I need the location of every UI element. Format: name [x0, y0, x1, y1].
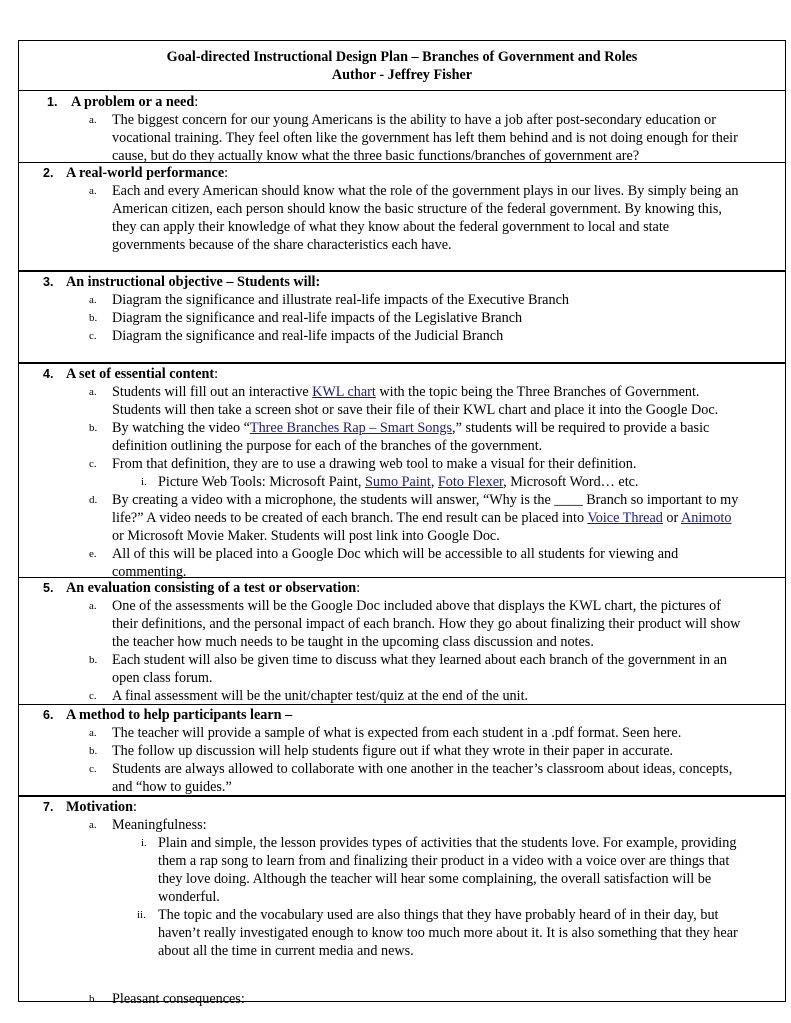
paragraph-line: their definitions, and the personal impact of each branch. How they go about finalizing their product will show: [112, 616, 741, 632]
paragraph-line: The follow up discussion will help students figure out if what they wrote in their paper in accurate.: [112, 743, 674, 759]
paragraph-line: Students will then take a screen shot or save their file of their KWL chart and place it into the Google Doc.: [112, 402, 719, 418]
section-number: 1.: [47, 95, 58, 109]
item-marker: c.: [89, 330, 97, 342]
paragraph-line: they love doing. Although the teacher will hear some complaining, the overall satisfaction will be: [158, 871, 712, 887]
item-marker: a.: [89, 819, 97, 831]
item-marker: c.: [89, 763, 97, 775]
foto-flexer-link[interactable]: Foto Flexer: [437, 474, 504, 490]
sub-item-marker: ii.: [137, 909, 146, 921]
section-performance: [19, 162, 785, 271]
section-motivation: [19, 795, 785, 1007]
paragraph-line: By creating a video with a microphone, the students will answer, “Why is the ____ Branch so important to my: [112, 492, 739, 508]
item-marker: b.: [89, 422, 98, 434]
section-number: 4.: [43, 367, 54, 381]
section-heading: A method to help participants learn –: [66, 707, 293, 723]
list-item: Diagram the significance and real-life impacts of the Judicial Branch: [112, 328, 504, 344]
item-marker: d.: [89, 494, 98, 506]
section-heading: An instructional objective – Students will:: [66, 274, 321, 290]
paragraph-line: The teacher will provide a sample of what is expected from each student in a .pdf format. Seen here.: [112, 725, 682, 741]
section-number: 3.: [43, 275, 54, 289]
three-branches-rap-link[interactable]: Three Branches Rap – Smart Songs: [249, 420, 453, 436]
document-table: [18, 40, 786, 1007]
item-marker: a.: [89, 294, 97, 306]
paragraph-line: definition outlining the purpose for each of the branches of the government.: [112, 438, 543, 454]
section-number: 6.: [43, 708, 54, 722]
paragraph-line: Students will fill out an interactive KWL chart with the topic being the Three Branches of Government.: [112, 384, 700, 400]
paragraph-line: Each and every American should know what the role of the government plays in our lives. By simply being an: [112, 183, 739, 199]
paragraph-line: commenting.: [112, 564, 187, 580]
paragraph-line: All of this will be placed into a Google Doc which will be accessible to all students for viewing and: [112, 546, 679, 562]
section-heading: An evaluation consisting of a test or observation:: [66, 580, 361, 596]
list-item: Diagram the significance and real-life impacts of the Legislative Branch: [112, 310, 523, 326]
paragraph-line: Pleasant consequences:: [112, 991, 245, 1007]
paragraph-line: Students are always allowed to collaborate with one another in the teacher’s classroom about ideas, concepts,: [112, 761, 733, 777]
sub-item-marker: i.: [141, 837, 147, 849]
item-marker: c.: [89, 690, 97, 702]
paragraph-line: and “how to guides.”: [112, 779, 232, 795]
paragraph-line: Each student will also be given time to discuss what they learned about each branch of the government in an: [112, 652, 728, 668]
paragraph-line: governments because of the share characteristics each have.: [112, 237, 452, 253]
section-heading: Motivation:: [66, 799, 137, 815]
paragraph-line: open class forum.: [112, 670, 213, 686]
paragraph-line: Plain and simple, the lesson provides types of activities that the students love. For example, providing: [158, 835, 737, 851]
header-cell: [19, 41, 785, 90]
paragraph-line: A final assessment will be the unit/chapter test/quiz at the end of the unit.: [112, 688, 529, 704]
item-marker: a.: [89, 386, 97, 398]
item-marker: b.: [89, 993, 98, 1005]
section-evaluation: [19, 577, 785, 705]
item-marker: e.: [89, 548, 97, 560]
paragraph-line: life?” A video needs to be created of each branch. The end result can be placed into Voice Thread or Animoto: [112, 510, 732, 526]
section-heading: A real-world performance:: [66, 165, 229, 181]
paragraph-line: By watching the video “Three Branches Rap – Smart Songs,” students will be required to provide a basic: [112, 420, 710, 436]
item-marker: c.: [89, 458, 97, 470]
item-marker: a.: [89, 185, 97, 197]
section-problem: [19, 90, 785, 163]
sub-item-marker: i.: [141, 476, 147, 488]
paragraph-line: or Microsoft Movie Maker. Students will post link into Google Doc.: [112, 528, 500, 544]
list-item: Diagram the significance and illustrate real-life impacts of the Executive Branch: [112, 292, 569, 308]
paragraph-line: vocational training. They feel often like the government has left them behind and is not doing enough for their: [112, 130, 738, 146]
section-number: 2.: [43, 166, 54, 180]
section-heading: A set of essential content:: [66, 366, 219, 382]
paragraph-line: The biggest concern for our young Americans is the ability to have a job after post-secondary education or: [112, 112, 716, 128]
item-marker: a.: [89, 114, 97, 126]
animoto-link[interactable]: Animoto: [681, 510, 732, 526]
paragraph-line: them a rap song to learn from and finalizing their product in a video with a voice over are things that: [158, 853, 730, 869]
section-method: [19, 704, 785, 796]
item-marker: b.: [89, 654, 98, 666]
paragraph-line: the teacher how much needs to be taught in the upcoming class discussion and notes.: [112, 634, 594, 650]
document-title: Goal-directed Instructional Design Plan – Branches of Government and Roles: [166, 49, 638, 65]
paragraph-line: American citizen, each person should know the basic structure of the federal government. By knowing this,: [112, 201, 722, 217]
section-number: 7.: [43, 800, 54, 814]
paragraph-line: The topic and the vocabulary used are also things that they have probably heard of in their day, but: [158, 907, 719, 923]
section-objective: [19, 270, 785, 364]
paragraph-line: Meaningfulness:: [112, 817, 207, 833]
kwl-chart-link[interactable]: KWL chart: [312, 384, 376, 400]
paragraph-line: haven’t really investigated enough to know too much more about it. It is also something that they hear: [158, 925, 738, 941]
paragraph-line: From that definition, they are to use a drawing web tool to make a visual for their definition.: [112, 456, 637, 472]
section-content: [19, 362, 785, 579]
paragraph-line: cause, but do they actually know what the three basic functions/branches of government are?: [112, 148, 640, 164]
item-marker: b.: [89, 312, 98, 324]
paragraph-line: they can apply their knowledge of what they know about the federal government to local and state: [112, 219, 670, 235]
voice-thread-link[interactable]: Voice Thread: [587, 510, 663, 526]
item-marker: a.: [89, 727, 97, 739]
paragraph-line: about all the time in current media and news.: [158, 943, 414, 959]
item-marker: b.: [89, 745, 98, 757]
document-author: Author - Jeffrey Fisher: [331, 67, 473, 83]
section-number: 5.: [43, 581, 54, 595]
paragraph-line: One of the assessments will be the Google Doc included above that displays the KWL chart, the pictures of: [112, 598, 721, 614]
item-marker: a.: [89, 600, 97, 612]
section-heading: A problem or a need:: [71, 94, 199, 110]
sumo-paint-link[interactable]: Sumo Paint: [364, 474, 431, 490]
paragraph-line: Picture Web Tools: Microsoft Paint, Sumo Paint, Foto Flexer, Microsoft Word… etc.: [158, 474, 639, 490]
paragraph-line: wonderful.: [158, 889, 220, 905]
